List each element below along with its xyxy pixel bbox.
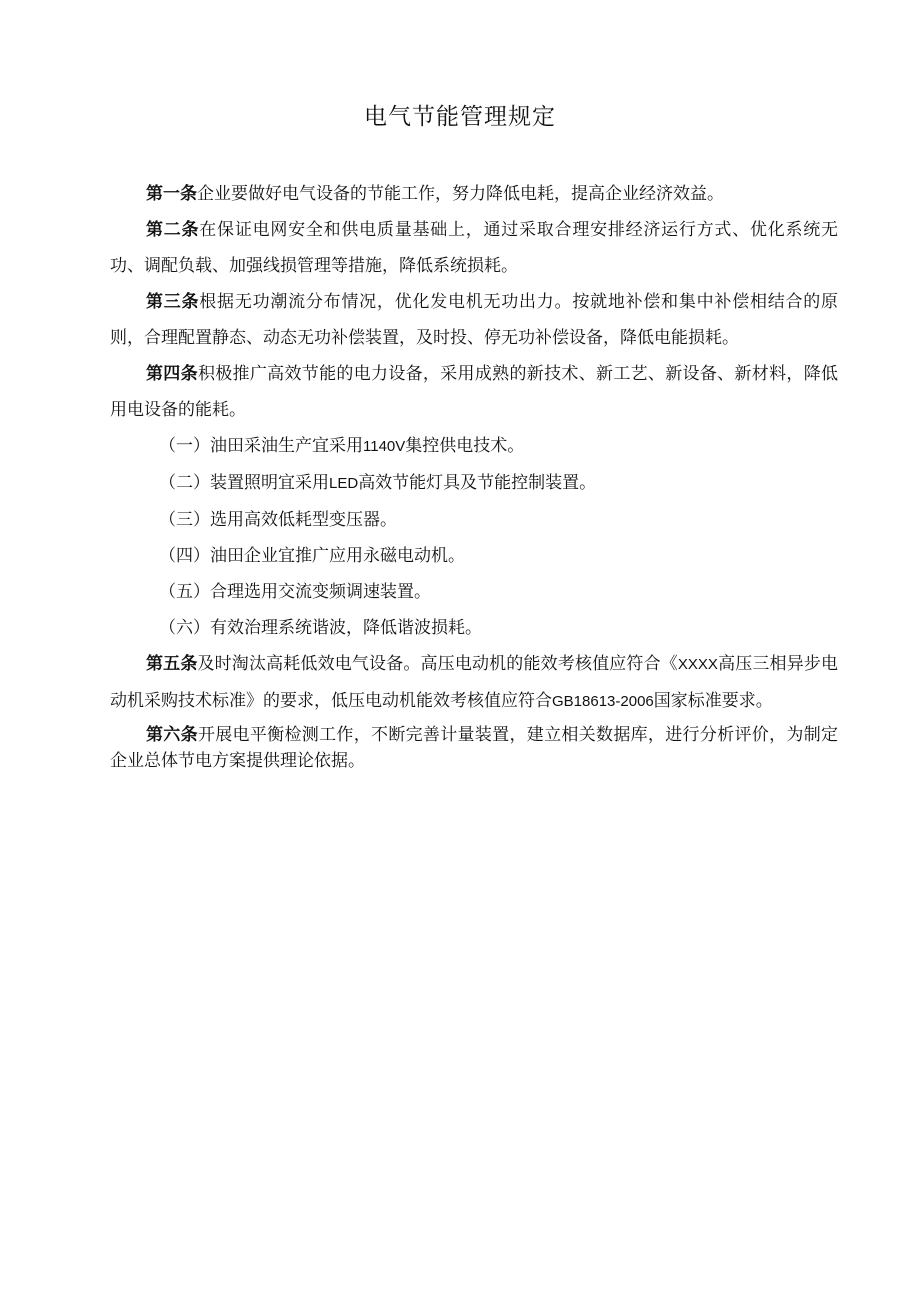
article-4 — [110, 356, 838, 428]
item-text: 油田企业宜推广应用永磁电动机。 — [210, 546, 465, 566]
document-title: 电气节能管理规定 — [364, 104, 556, 130]
article-6 — [110, 722, 838, 774]
article-text-3: 国家标准要求。 — [653, 691, 773, 711]
item-text-after: 高效节能灯具及节能控制装置。 — [358, 473, 597, 493]
article-text-2: 高压三相异步电动机采购技术标准》的要求，低压电动机能效考核值应符合 — [110, 654, 839, 711]
article-label: 第四条 — [146, 364, 198, 384]
article-text: 及时淘汰高耗低效电气设备。高压电动机的能效考核值应符合《 — [197, 654, 678, 674]
article-text: 根据无功潮流分布情况，优化发电机无功出力。按就地补偿和集中补偿相结合的原则，合理配置静态、动态无功补偿装置，及时投、停无功补偿设备，降低电能损耗。 — [110, 292, 839, 348]
list-item — [110, 465, 838, 502]
article-3 — [110, 284, 838, 356]
item-number: （四） — [159, 546, 210, 566]
article-label: 第三条 — [146, 292, 200, 312]
document-body — [110, 176, 838, 774]
article-text: 在保证电网安全和供电质量基础上，通过采取合理安排经济运行方式、优化系统无功、调配负载、加强线损管理等措施，降低系统损耗。 — [110, 220, 839, 276]
item-text: 油田采油生产宜采用 — [210, 436, 363, 456]
article-label: 第五条 — [146, 654, 198, 674]
item-number: （五） — [159, 582, 210, 602]
article-text: 开展电平衡检测工作，不断完善计量装置，建立相关数据库，进行分析评价，为制定企业总体节电方案提供理论依据。 — [110, 725, 839, 771]
article-1 — [110, 176, 838, 212]
item-number: （一） — [159, 436, 210, 456]
article-label: 第一条 — [146, 184, 197, 204]
national-standard-code: GB18613-2006 — [552, 693, 654, 710]
item-text: 合理选用交流变频调速装置。 — [210, 582, 431, 602]
article-text: 积极推广高效节能的电力设备，采用成熟的新技术、新工艺、新设备、新材料，降低用电设备的能耗。 — [110, 364, 839, 420]
item-text: 装置照明宜采用 — [210, 473, 329, 493]
article-label: 第二条 — [146, 220, 200, 240]
list-item — [110, 428, 838, 465]
item-latin: 1140V — [363, 438, 406, 455]
item-latin: LED — [329, 475, 359, 492]
standard-code: XXXX — [677, 656, 718, 673]
list-item — [110, 502, 838, 538]
item-text-after: 集控供电技术。 — [405, 436, 525, 456]
item-text: 选用高效低耗型变压器。 — [210, 510, 397, 530]
list-item — [110, 574, 838, 610]
item-text: 有效治理系统谐波，降低谐波损耗。 — [210, 618, 482, 638]
article-text: 企业要做好电气设备的节能工作，努力降低电耗，提高企业经济效益。 — [197, 184, 724, 204]
list-item — [110, 610, 838, 646]
article-label: 第六条 — [146, 725, 198, 745]
item-number: （二） — [159, 473, 210, 493]
article-5 — [110, 646, 838, 720]
item-number: （三） — [159, 510, 210, 530]
item-number: （六） — [159, 618, 210, 638]
article-2 — [110, 212, 838, 284]
list-item — [110, 538, 838, 574]
